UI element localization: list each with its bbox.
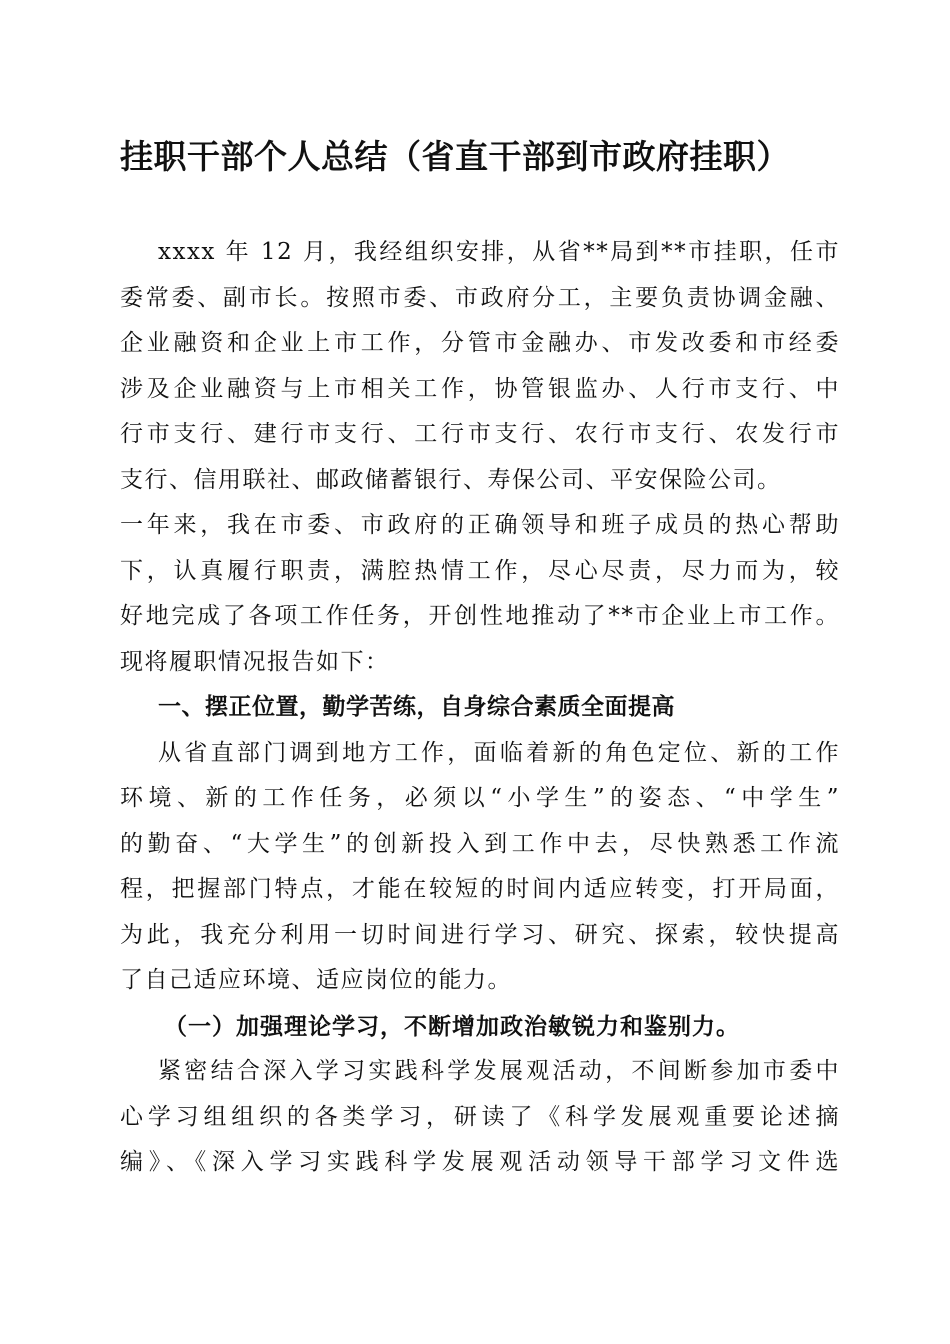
paragraph-line: 委常委、副市长。按照市委、市政府分工，主要负责协调金融、 (120, 284, 840, 311)
paragraph-line: 好地完成了各项工作任务，开创性地推动了**市企业上市工作。 (120, 603, 840, 629)
paragraph-line: 紧密结合深入学习实践科学发展观活动，不间断参加市委中 (158, 1058, 840, 1084)
paragraph-line: xxxx 年 12 月，我经组织安排，从省**局到**市挂职，任市 (158, 239, 840, 265)
paragraph-line: 现将履职情况报告如下： (120, 648, 390, 675)
paragraph-line: 一年来，我在市委、市政府的正确领导和班子成员的热心帮助 (120, 512, 840, 538)
paragraph-line: 了自己适应环境、适应岗位的能力。 (120, 967, 512, 993)
paragraph-line: 涉及企业融资与上市相关工作，协管银监办、人行市支行、中 (120, 375, 840, 402)
paragraph-line: 下，认真履行职责，满腔热情工作，尽心尽责，尽力而为，较 (120, 557, 840, 584)
paragraph-line: 行市支行、建行市支行、工行市支行、农行市支行、农发行市 (120, 421, 840, 447)
paragraph-line: 为此，我充分利用一切时间进行学习、研究、探索，较快提高 (120, 921, 840, 948)
paragraph-line: 支行、信用联社、邮政储蓄银行、寿保公司、平安保险公司。 (120, 466, 782, 493)
paragraph-line: 环境、新的工作任务，必须以“小学生”的姿态、“中学生” (120, 785, 840, 811)
paragraph-line: 的勤奋、“大学生”的创新投入到工作中去，尽快熟悉工作流 (120, 830, 840, 857)
section-heading: 一、摆正位置，勤学苦练，自身综合素质全面提高 (158, 694, 675, 720)
paragraph-line: 从省直部门调到地方工作，面临着新的角色定位、新的工作 (158, 739, 840, 766)
subsection-heading: （一）加强理论学习，不断增加政治敏锐力和鉴别力。 (164, 1012, 740, 1040)
paragraph-line: 企业融资和企业上市工作，分管市金融办、市发改委和市经委 (120, 330, 840, 356)
document-title: 挂职干部个人总结（省直干部到市政府挂职） (120, 137, 790, 176)
document-body (120, 230, 840, 1186)
paragraph-line: 程，把握部门特点，才能在较短的时间内适应转变，打开局面， (120, 876, 840, 902)
paragraph-line: 编》、《深入学习实践科学发展观活动领导干部学习文件选 (120, 1149, 840, 1175)
paragraph-line: 心学习组组织的各类学习，研读了《科学发展观重要论述摘 (120, 1103, 840, 1130)
